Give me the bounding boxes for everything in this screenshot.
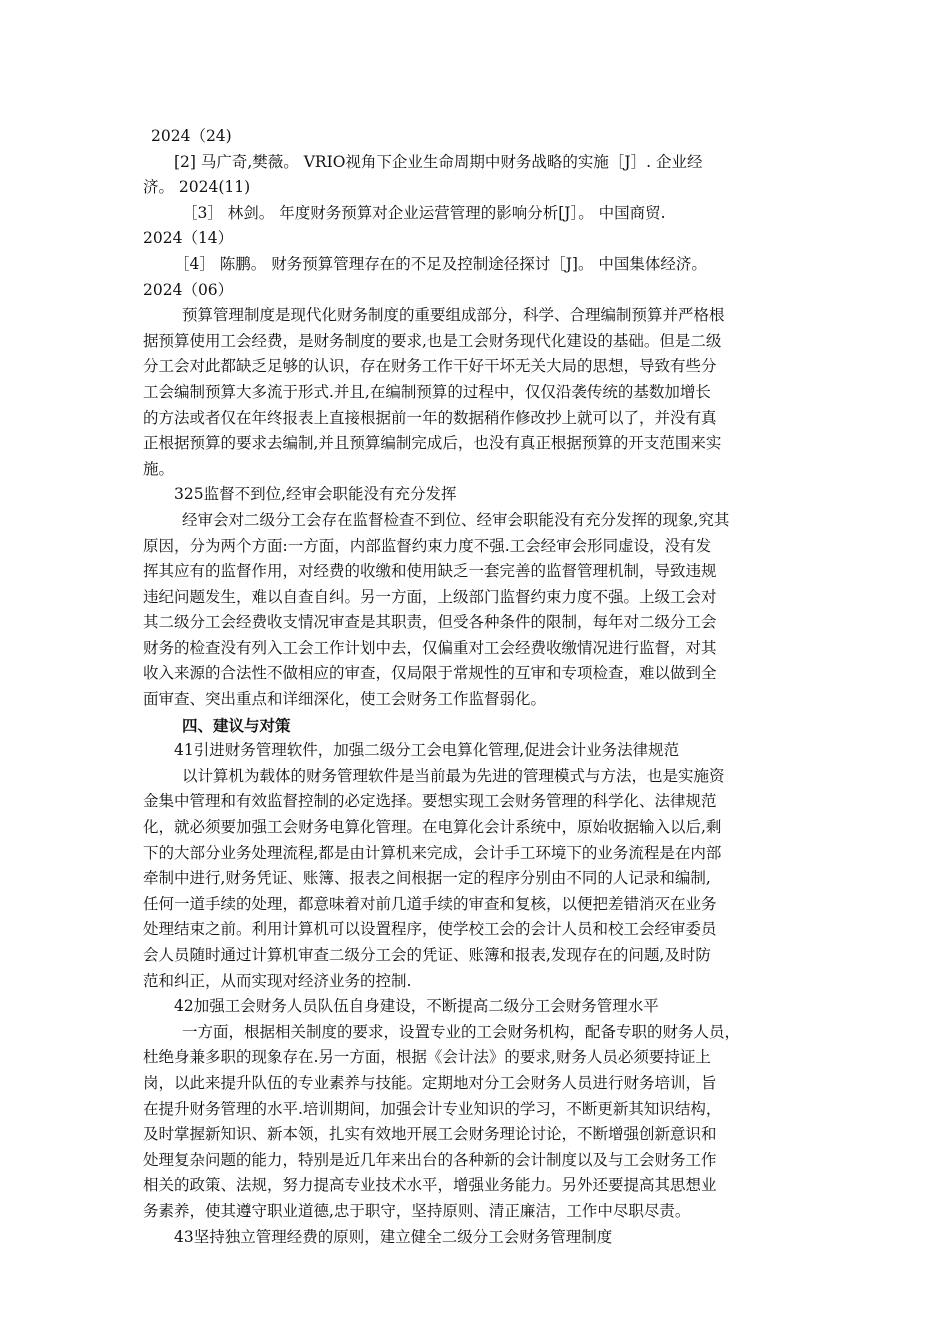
paragraph-line: 收入来源的合法性不做相应的审查，仅局限于常规性的互审和专项检查，难以做到全 — [143, 664, 717, 683]
subheading-3-2-5: 325监督不到位,经审会职能没有充分发挥 — [174, 485, 457, 504]
paragraph-line: 分工会对此都缺乏足够的认识，存在财务工作干好干坏无关大局的思想，导致有些分 — [143, 357, 717, 376]
paragraph-line: 预算管理制度是现代化财务制度的重要组成部分，科学、合理编制预算并严格根 — [182, 306, 725, 325]
reference-4-line-1: ［4］ 陈鹏。 财务预算管理存在的不足及控制途径探讨［J]。 中国集体经济。 — [174, 254, 707, 273]
paragraph-line: 据预算使用工会经费，是财务制度的要求,也是工会财务现代化建设的基础。但是二级 — [143, 331, 722, 350]
paragraph-line: 正根据预算的要求去编制,并且预算编制完成后，也没有真正根据预算的开支范围来实 — [143, 434, 722, 453]
paragraph-line: 范和纠正，从而实现对经济业务的控制. — [143, 971, 412, 990]
paragraph-line: 财务的检查没有列入工会工作计划中去，仅偏重对工会经费收缴情况进行监督，对其 — [143, 638, 717, 657]
reference-2-line-1: [2] 马广奇,樊薇。 VRIO视角下企业生命周期中财务战略的实施［J］. 企业经 — [174, 152, 703, 171]
reference-3-line-2: 2024（14） — [143, 229, 234, 248]
paragraph-line: 挥其应有的监督作用，对经费的收缴和使用缺乏一套完善的监督管理机制，导致违规 — [143, 562, 717, 581]
paragraph-line: 施。 — [143, 459, 175, 478]
paragraph-line: 杜绝身兼多职的现象存在.另一方面，根据《会计法》的要求,财务人员必须要持证上 — [143, 1048, 711, 1067]
paragraph-line: 务素养，使其遵守职业道德,忠于职守，坚持原则、清正廉洁，工作中尽职尽责。 — [143, 1201, 691, 1220]
paragraph-line: 任何一道手续的处理，都意味着对前几道手续的审查和复核，以便把差错消灭在业务 — [143, 894, 717, 913]
paragraph-audit — [143, 508, 803, 713]
reference-2-line-2: 济。 2024(11) — [143, 178, 251, 197]
paragraph-line: 面审查、突出重点和详细深化，使工会财务工作监督弱化。 — [143, 690, 547, 709]
paragraph-budget — [143, 303, 803, 482]
document-page — [143, 124, 803, 1250]
reference-3-line-1: ［3］ 林剑。 年度财务预算对企业运营管理的影响分析[J］。 中国商贸. — [182, 203, 666, 222]
section-heading: 四、建议与对策 — [182, 715, 291, 735]
subheading-4-2: 42加强工会财务人员队伍自身建设，不断提高二级分工会财务管理水平 — [174, 997, 659, 1016]
paragraph-line: 原因，分为两个方面:一方面，内部监督约束力度不强.工会经审会形同虚设，没有发 — [143, 536, 712, 555]
paragraph-line: 一方面，根据相关制度的要求，设置专业的工会财务机构，配备专职的财务人员， — [182, 1022, 741, 1041]
reference-4-line-2: 2024（06） — [143, 280, 234, 299]
subheading-4-3: 43坚持独立管理经费的原则，建立健全二级分工会财务管理制度 — [174, 1227, 613, 1246]
paragraph-line: 处理复杂问题的能力，特别是近几年来出台的各种新的会计制度以及与工会财务工作 — [143, 1150, 717, 1169]
paragraph-line: 其二级分工会经费收支情况审查是其职责，但受各种条件的限制，每年对二级分工会 — [143, 613, 717, 632]
paragraph-line: 工会编制预算大多流于形式.并且,在编制预算的过程中，仅仅沿袭传统的基数加增长 — [143, 382, 711, 401]
paragraph-line: 会人员随时通过计算机审查二级分工会的凭证、账簿和报表,发现存在的问题,及时防 — [143, 946, 711, 964]
paragraph-line: 经审会对二级分工会存在监督检查不到位、经审会职能没有充分发挥的现象,究其 — [182, 510, 730, 529]
paragraph-4-2 — [143, 1020, 803, 1225]
paragraph-line: 岗，以此来提升队伍的专业素养与技能。定期地对分工会财务人员进行财务培训，旨 — [143, 1073, 717, 1092]
paragraph-line: 以计算机为载体的财务管理软件是当前最为先进的管理模式与方法，也是实施资 — [182, 766, 725, 785]
paragraph-line: 的方法或者仅在年终报表上直接根据前一年的数据稍作修改抄上就可以了，并没有真 — [143, 408, 717, 427]
paragraph-line: 在提升财务管理的水平.培训期间，加强会计专业知识的学习，不断更新其知识结构， — [143, 1099, 722, 1118]
paragraph-line: 下的大部分业务处理流程,都是由计算机来完成，会计手工环境下的业务流程是在内部 — [143, 843, 722, 862]
paragraph-line: 牵制中进行,财务凭证、账簿、报表之间根据一定的程序分别由不同的人记录和编制, — [143, 869, 711, 888]
reference-1-year: 2024（24) — [151, 127, 232, 145]
paragraph-line: 相关的政策、法规，努力提高专业技术水平，增强业务能力。另外还要提高其思想业 — [143, 1176, 717, 1195]
paragraph-line: 化，就必须要加强工会财务电算化管理。在电算化会计系统中，原始收据输入以后,剩 — [143, 818, 722, 837]
paragraph-line: 处理结束之前。利用计算机可以设置程序，使学校工会的会计人员和校工会经审委员 — [143, 920, 717, 939]
paragraph-line: 及时掌握新知识、新本领，扎实有效地开展工会财务理论讨论，不断增强创新意识和 — [143, 1125, 717, 1144]
paragraph-line: 金集中管理和有效监督控制的必定选择。要想实现工会财务管理的科学化、法律规范 — [143, 792, 717, 811]
subheading-4-1: 41引进财务管理软件，加强二级分工会电算化管理,促进会计业务法律规范 — [174, 741, 680, 760]
paragraph-4-1 — [143, 764, 803, 994]
paragraph-line: 违纪问题发生，难以自查自纠。另一方面，上级部门监督约束力度不强。上级工会对 — [143, 587, 717, 606]
